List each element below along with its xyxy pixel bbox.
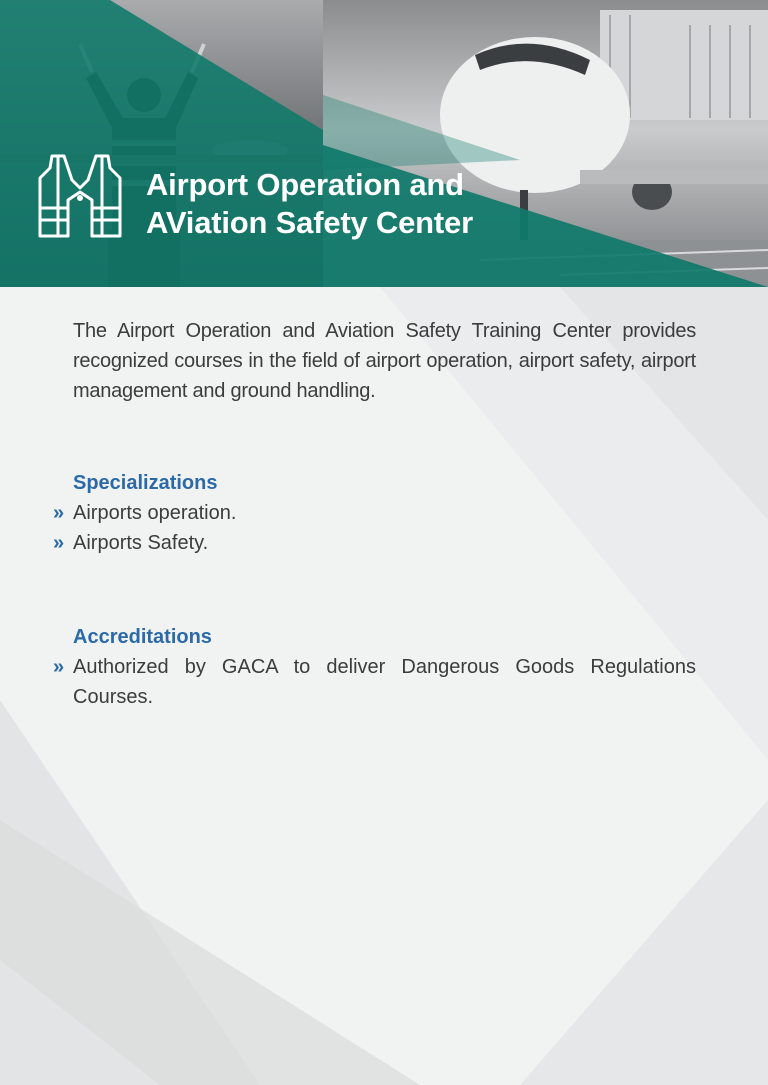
double-chevron-icon: »	[53, 532, 65, 554]
double-chevron-icon: »	[53, 656, 65, 678]
content	[53, 316, 696, 712]
intro-paragraph: The Airport Operation and Aviation Safety Training Center provides recognized courses in the field of airport operation, airport safety, airport management and ground handling.	[73, 320, 696, 402]
safety-vest-icon	[36, 152, 124, 240]
page-title	[146, 166, 566, 242]
double-chevron-icon: »	[53, 502, 65, 524]
list-item-text: Authorized by GACA to deliver Dangerous Goods Regulations Courses.	[73, 656, 696, 708]
specializations-list	[53, 498, 696, 558]
accreditations-list	[53, 652, 696, 712]
list-item-text: Airports operation.	[73, 502, 237, 524]
list-item-text: Airports Safety.	[73, 532, 209, 554]
header-banner	[0, 0, 768, 287]
title-line-2: AViation Safety Center	[146, 205, 473, 240]
list-item	[53, 498, 696, 528]
banner-photo	[0, 0, 768, 287]
specializations-heading: Specializations	[73, 472, 218, 494]
title-line-1: Airport Operation and	[146, 167, 464, 202]
list-item	[53, 528, 696, 558]
accreditations-section	[53, 622, 696, 712]
list-item	[53, 652, 696, 712]
specializations-section	[53, 468, 696, 558]
accreditations-heading: Accreditations	[73, 626, 212, 648]
